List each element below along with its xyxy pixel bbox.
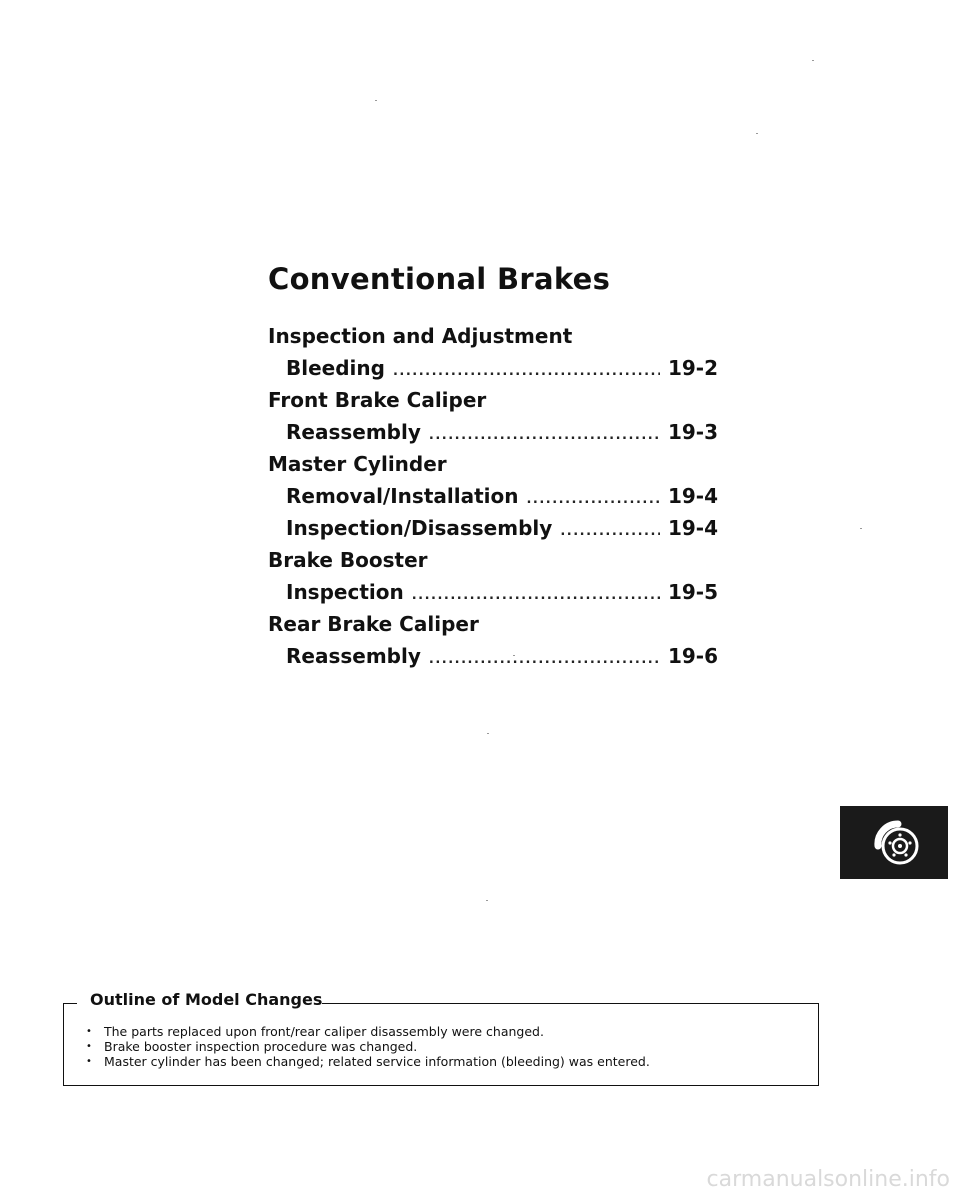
toc-entry-label: Reassembly <box>286 420 421 444</box>
toc-entry-link[interactable] <box>268 640 718 672</box>
list-item: • Master cylinder has been changed; related service information (bleeding) was entered. <box>86 1054 806 1069</box>
brake-disc-icon <box>840 806 948 879</box>
toc-entry-link[interactable] <box>268 416 718 448</box>
toc-section-heading: Front Brake Caliper <box>268 388 487 412</box>
toc-entry-page: 19-4 <box>667 484 718 508</box>
toc-leader-dots <box>560 516 660 548</box>
watermark: carmanualsonline.info <box>706 1167 950 1192</box>
toc-leader-dots <box>429 420 660 452</box>
list-item: • The parts replaced upon front/rear caliper disassembly were changed. <box>86 1024 806 1039</box>
changes-title: Outline of Model Changes <box>90 990 323 1009</box>
toc-entry-link[interactable] <box>268 480 718 512</box>
toc-entry-link[interactable] <box>268 352 718 384</box>
toc-entry-label: Inspection <box>286 580 404 604</box>
toc-entry-label: Reassembly <box>286 644 421 668</box>
toc-section-heading: Brake Booster <box>268 548 428 572</box>
toc-entry-page: 19-2 <box>667 356 718 380</box>
section-tab[interactable] <box>840 806 948 879</box>
scan-speck <box>756 133 758 134</box>
toc-entry-link[interactable] <box>268 576 718 608</box>
list-item: • Brake booster inspection procedure was changed. <box>86 1039 806 1054</box>
scan-speck <box>812 60 814 61</box>
toc-entry-page: 19-3 <box>667 420 718 444</box>
table-of-contents <box>268 320 718 672</box>
toc-entry-label: Bleeding <box>286 356 385 380</box>
scan-speck <box>860 528 862 529</box>
toc-entry-label: Inspection/Disassembly <box>286 516 553 540</box>
toc-section-heading: Rear Brake Caliper <box>268 612 479 636</box>
toc-section-heading: Master Cylinder <box>268 452 447 476</box>
toc-entry-page: 19-4 <box>667 516 718 540</box>
page-title: Conventional Brakes <box>268 262 611 296</box>
scan-speck <box>513 655 515 656</box>
toc-entry-page: 19-6 <box>667 644 718 668</box>
changes-list <box>86 1024 806 1069</box>
toc-section-heading: Inspection and Adjustment <box>268 324 573 348</box>
scan-speck <box>487 733 489 734</box>
toc-entry-page: 19-5 <box>667 580 718 604</box>
scan-speck <box>375 100 377 101</box>
toc-entry-link[interactable] <box>268 512 718 544</box>
toc-leader-dots <box>429 644 660 676</box>
scan-speck <box>486 900 488 901</box>
toc-entry-label: Removal/Installation <box>286 484 519 508</box>
